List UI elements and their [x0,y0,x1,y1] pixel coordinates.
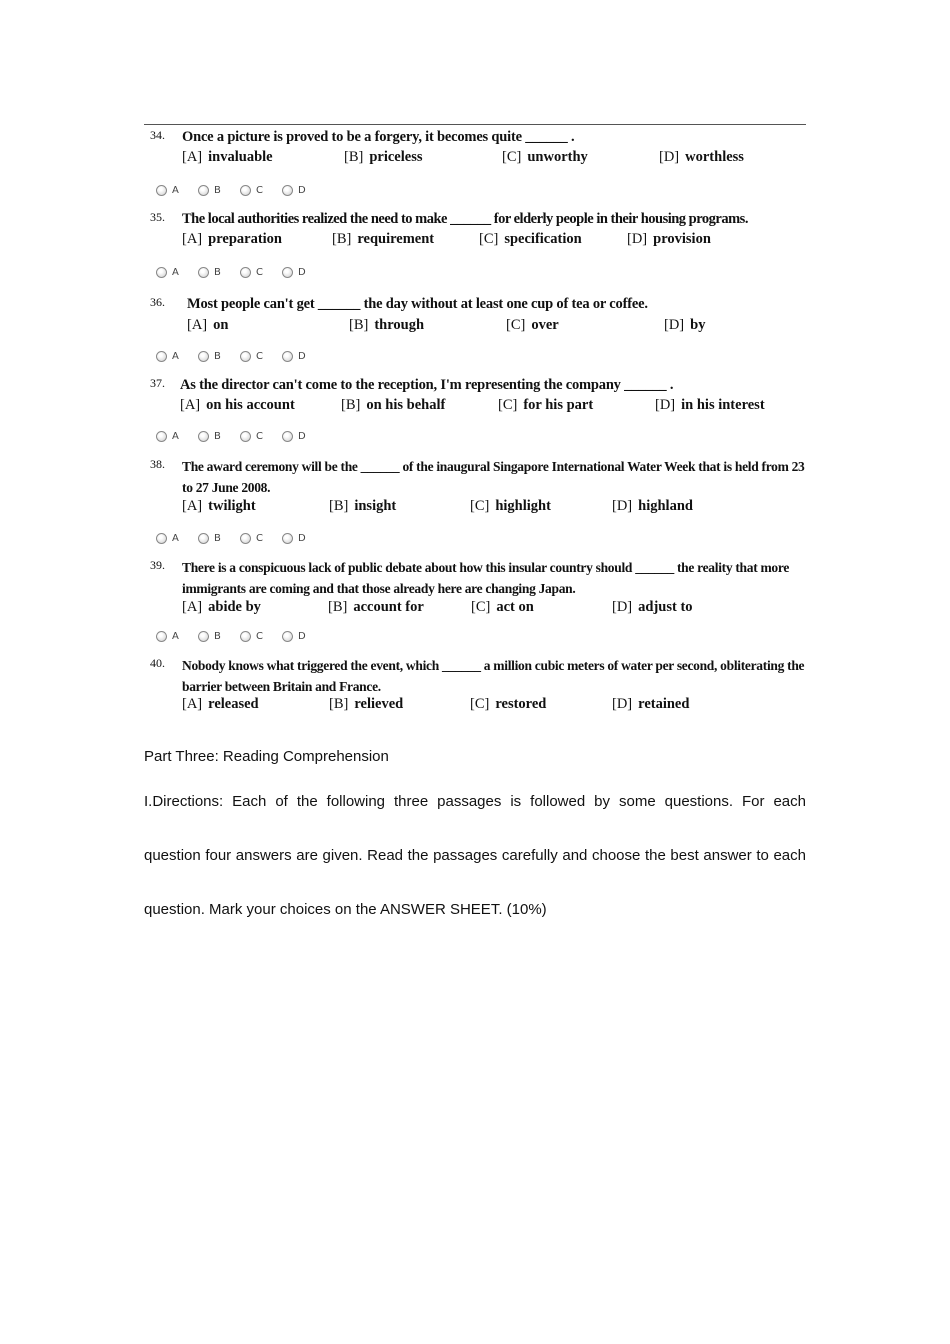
option-d: [D] retained [612,696,690,712]
option-a: [A] abide by [182,599,261,615]
question-text: Once a picture is proved to be a forgery, it becomes quite ______ . [182,129,575,145]
question-35 [150,209,810,257]
radio-d[interactable]: D [282,631,306,642]
radio-b[interactable]: B [198,431,221,442]
radio-b[interactable]: B [198,185,221,196]
option-c: [C] restored [470,696,547,712]
option-d: [D] provision [627,231,711,247]
radio-c[interactable]: C [240,351,263,362]
question-number: 40. [150,656,165,670]
question-number: 37. [150,376,165,390]
question-text: Most people can't get ______ the day without at least one cup of tea or coffee. [187,296,648,312]
option-c: [C] over [506,317,559,333]
option-d: [D] highland [612,498,693,514]
option-d: [D] adjust to [612,599,693,615]
question-number: 36. [150,295,165,309]
question-39 [150,557,810,625]
option-c: [C] specification [479,231,582,247]
directions-line: question four answers are given. Read the passages carefully and choose the best answer to each [144,847,806,864]
option-a: [A] released [182,696,259,712]
directions-paragraph [144,775,806,937]
question-36 [150,294,810,342]
top-rule [144,124,806,125]
option-d: [D] worthless [659,149,744,165]
question-text: There is a conspicuous lack of public debate about how this insular country should ______ the reality that more immigrants are coming and that those already here are changing Japan. [182,560,790,596]
option-b: [B] priceless [344,149,423,165]
option-b: [B] relieved [329,696,404,712]
question-number: 38. [150,457,165,471]
radio-c[interactable]: C [240,185,263,196]
question-text: The award ceremony will be the ______ of the inaugural Singapore International Water Week that is held from 23 to 27 June 2008. [182,459,805,495]
option-b: [B] insight [329,498,397,514]
radio-d[interactable]: D [282,267,306,278]
radio-b[interactable]: B [198,267,221,278]
option-a: [A] twilight [182,498,256,514]
radio-a[interactable]: A [156,267,179,278]
directions-line: I.Directions: Each of the following three passages is followed by some questions. For each [144,793,806,810]
option-c: [C] unworthy [502,149,588,165]
option-c: [C] act on [471,599,534,615]
question-text: As the director can't come to the reception, I'm representing the company ______ . [180,377,674,393]
radio-d[interactable]: D [282,431,306,442]
option-b: [B] requirement [332,231,435,247]
question-number: 35. [150,210,165,224]
option-c: [C] for his part [498,397,594,413]
radio-a[interactable]: A [156,631,179,642]
question-text: Nobody knows what triggered the event, which ______ a million cubic meters of water per second, obliterating the barrier between Britain and France. [182,658,805,694]
radio-c[interactable]: C [240,267,263,278]
option-a: [A] invaluable [182,149,273,165]
option-c: [C] highlight [470,498,551,514]
directions-line: question. Mark your choices on the ANSWER SHEET. (10%) [144,901,547,918]
question-38 [150,456,810,524]
question-40 [150,655,810,723]
radio-a[interactable]: A [156,351,179,362]
radio-d[interactable]: D [282,185,306,196]
option-a: [A] preparation [182,231,282,247]
radio-c[interactable]: C [240,533,263,544]
radio-b[interactable]: B [198,533,221,544]
option-b: [B] through [349,317,425,333]
question-34 [150,127,810,175]
section-title: Part Three: Reading Comprehension [144,748,389,765]
question-number: 34. [150,128,165,142]
option-b: [B] on his behalf [341,397,446,413]
option-d: [D] in his interest [655,397,765,413]
option-d: [D] by [664,317,706,333]
radio-b[interactable]: B [198,351,221,362]
option-a: [A] on [187,317,229,333]
radio-d[interactable]: D [282,533,306,544]
radio-a[interactable]: A [156,431,179,442]
radio-c[interactable]: C [240,631,263,642]
radio-d[interactable]: D [282,351,306,362]
option-b: [B] account for [328,599,424,615]
radio-a[interactable]: A [156,533,179,544]
question-text: The local authorities realized the need to make ______ for elderly people in their housing programs. [182,211,748,227]
radio-b[interactable]: B [198,631,221,642]
radio-c[interactable]: C [240,431,263,442]
question-number: 39. [150,558,165,572]
option-a: [A] on his account [180,397,295,413]
radio-a[interactable]: A [156,185,179,196]
question-37 [150,375,810,423]
